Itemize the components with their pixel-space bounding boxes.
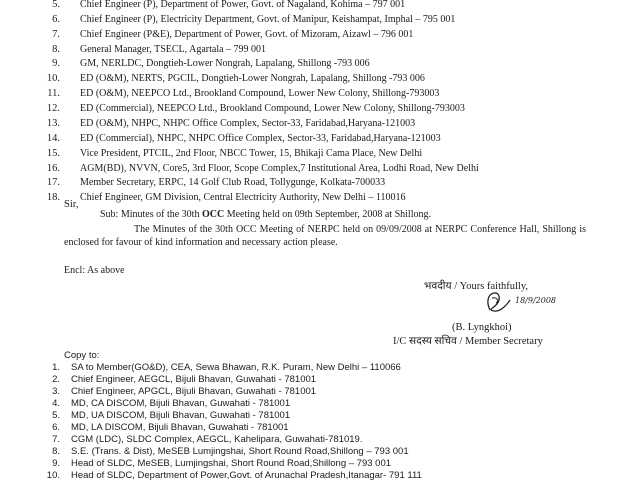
list-number: 1. <box>52 362 60 373</box>
list-item: Vice President, PTCIL, 2nd Floor, NBCC Tower, 15, Bhikaji Cama Place, New Delhi <box>80 148 423 159</box>
list-number: 16. <box>46 163 60 174</box>
list-item: ED (O&M), NEEPCO Ltd., Brookland Compound, Lower New Colony, Shillong-793003 <box>80 88 440 99</box>
copy-to-label: Copy to: <box>64 350 100 361</box>
list-number: 12. <box>46 103 60 114</box>
list-item: MD, LA DISCOM, Bijuli Bhavan, Guwahati - 781001 <box>71 422 289 433</box>
list-item: ED (Commercial), NEEPCO Ltd., Brookland Compound, Lower New Colony, Shillong-793003 <box>80 103 465 114</box>
closing-text: भवदीय / Yours faithfully, <box>424 281 529 292</box>
list-item: Chief Engineer (P), Electricity Department, Govt. of Manipur, Keishampat, Imphal – 795 001 <box>80 14 456 25</box>
list-number: 11. <box>47 88 60 99</box>
list-number: 18. <box>46 192 60 203</box>
list-number: 10. <box>46 470 60 481</box>
signatory-name: (B. Lyngkhoi) <box>452 322 512 333</box>
subject-prefix: Sub: Minutes of the 30th <box>100 209 202 220</box>
list-number: 5. <box>52 410 60 421</box>
subject-line <box>100 209 431 221</box>
list-item: Member Secretary, ERPC, 14 Golf Club Road, Tollygunge, Kolkata-700033 <box>80 177 386 188</box>
list-item: Head of SLDC, Department of Power,Govt. of Arunachal Pradesh,Itanagar- 791 111 <box>71 470 422 481</box>
list-item: Head of SLDC, MeSEB, Lumjingshai, Short Round Road,Shillong – 793 001 <box>71 458 392 469</box>
list-number: 14. <box>46 133 60 144</box>
list-item: GM, NERLDC, Dongtieh-Lower Nongrah, Lapalang, Shillong -793 006 <box>80 58 370 69</box>
list-item: SA to Member(GO&D), CEA, Sewa Bhawan, R.K. Puram, New Delhi – 110066 <box>71 362 401 373</box>
list-item: ED (O&M), NERTS, PGCIL, Dongtieh-Lower Nongrah, Lapalang, Shillong -793 006 <box>80 73 425 84</box>
list-number: 6. <box>52 14 60 25</box>
list-number: 6. <box>52 422 60 433</box>
list-number: 8. <box>52 44 60 55</box>
list-number: 5. <box>52 0 60 10</box>
list-number: 15. <box>46 148 60 159</box>
list-item: Chief Engineer, GM Division, Central Electricity Authority, New Delhi – 110016 <box>80 192 406 203</box>
list-item: Chief Engineer (P), Department of Power, Govt. of Nagaland, Kohima – 797 001 <box>80 0 406 10</box>
list-item: CGM (LDC), SLDC Complex, AEGCL, Kahelipara, Guwahati-781019. <box>71 434 363 445</box>
list-number: 7. <box>52 434 60 445</box>
list-number: 8. <box>52 446 60 457</box>
body-paragraph: The Minutes of the 30th OCC Meeting of NERPC held on 09/09/2008 at NERPC Conference Hall, Shillong is enclosed for favour of kind information and necessary action please. <box>64 224 586 248</box>
list-number: 17. <box>46 177 60 188</box>
list-number: 4. <box>52 398 60 409</box>
list-item: AGM(BD), NVVN, Core5, 3rd Floor, Scope Complex,7 Institutional Area, Lodhi Road, New Delhi <box>80 163 479 174</box>
list-item: Chief Engineer, APGCL, Bijuli Bhavan, Guwahati - 781001 <box>71 386 317 397</box>
list-item: General Manager, TSECL, Agartala – 799 001 <box>80 44 267 55</box>
list-number: 10. <box>46 73 60 84</box>
list-item: Chief Engineer (P&E), Department of Power, Govt. of Mizoram, Aizawl – 796 001 <box>80 29 414 40</box>
list-number: 3. <box>52 386 60 397</box>
subject-bold: OCC <box>201 209 225 220</box>
list-item: Chief Engineer, AEGCL, Bijuli Bhavan, Guwahati - 781001 <box>71 374 317 385</box>
list-item: MD, CA DISCOM, Bijuli Bhavan, Guwahati - 781001 <box>71 398 291 409</box>
enclosure-note: Encl: As above <box>64 265 125 276</box>
list-number: 9. <box>52 458 60 469</box>
list-number: 13. <box>46 118 60 129</box>
salutation: Sir, <box>64 199 79 210</box>
list-number: 9. <box>52 58 60 69</box>
list-number: 7. <box>52 29 60 40</box>
list-item: MD, UA DISCOM, Bijuli Bhavan, Guwahati - 781001 <box>71 410 291 421</box>
list-number: 2. <box>52 374 60 385</box>
subject-suffix: Meeting held on 09th September, 2008 at Shillong. <box>224 209 431 220</box>
signature-date: 18/9/2008 <box>515 296 557 305</box>
list-item: ED (Commercial), NHPC, NHPC Office Complex, Sector-33, Faridabad,Haryana-121003 <box>80 133 441 144</box>
list-item: ED (O&M), NHPC, NHPC Office Complex, Sector-33, Faridabad,Haryana-121003 <box>80 118 416 129</box>
signatory-title: I/C सदस्य सचिव / Member Secretary <box>393 336 543 347</box>
list-item: S.E. (Trans. & Dist), MeSEB Lumjingshai, Short Round Road,Shillong – 793 001 <box>71 446 409 457</box>
